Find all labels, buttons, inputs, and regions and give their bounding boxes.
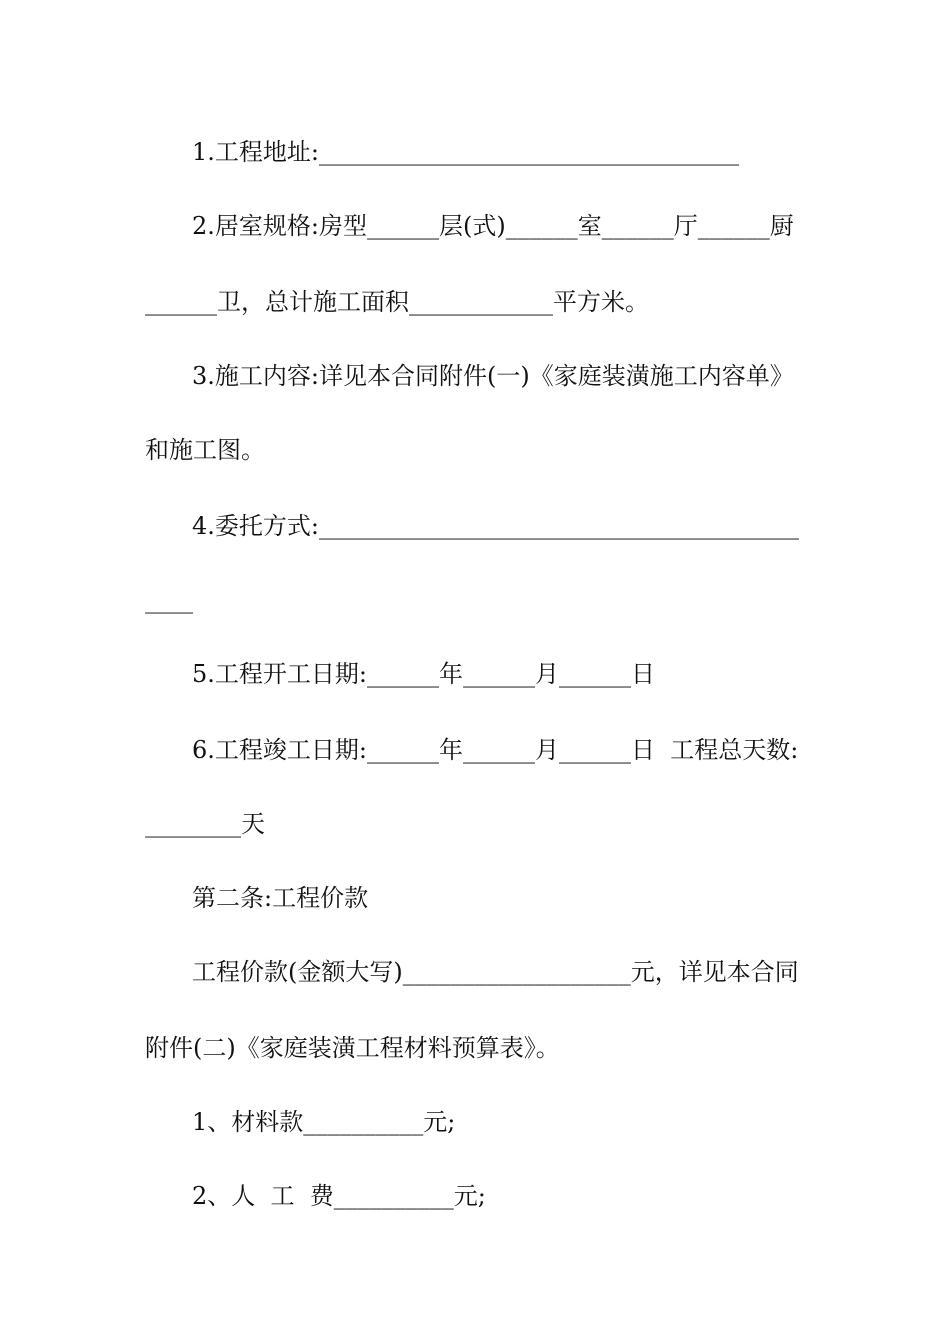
clause-project-price-cont — [0, 1028, 950, 1068]
text: 5.工程开工日期:______年______月______日 — [192, 660, 655, 688]
clause-end-date-cont — [0, 804, 950, 844]
item-labor-cost — [0, 1176, 950, 1216]
text: 1.工程地址:___________________________________ — [192, 138, 739, 166]
text: 工程价款(金额大写)___________________元，详见本合同 — [192, 958, 799, 986]
text: 第二条:工程价款 — [192, 884, 369, 912]
text: 附件(二)《家庭装潢工程材料预算表》。 — [145, 1034, 560, 1062]
text: 4.委托方式:________________________________________ — [192, 512, 799, 540]
item-material-cost — [0, 1102, 950, 1142]
text: 6.工程竣工日期:______年______月______日 工程总天数: — [192, 736, 799, 764]
clause-end-date — [0, 730, 950, 770]
text: 3.施工内容:详见本合同附件(一)《家庭装潢施工内容单》 — [192, 362, 794, 390]
text: ____ — [145, 586, 193, 614]
article-two-heading — [0, 878, 950, 918]
clause-construction-content-cont — [0, 430, 950, 470]
clause-room-spec-cont — [0, 282, 950, 322]
text: 2、人 工 费__________元; — [192, 1182, 486, 1210]
clause-room-spec — [0, 206, 950, 246]
clause-commission-method — [0, 506, 950, 546]
clause-commission-method-cont — [0, 580, 950, 620]
clause-project-price — [0, 952, 950, 992]
text: ______卫，总计施工面积____________平方米。 — [145, 288, 649, 316]
clause-project-address — [0, 132, 950, 172]
clause-start-date — [0, 654, 950, 694]
text: 1、材料款__________元; — [192, 1108, 456, 1136]
text: ________天 — [145, 810, 265, 838]
text: 和施工图。 — [145, 436, 265, 464]
text: 2.居室规格:房型______层(式)______室______厅______厨 — [192, 212, 794, 240]
clause-construction-content — [0, 356, 950, 396]
